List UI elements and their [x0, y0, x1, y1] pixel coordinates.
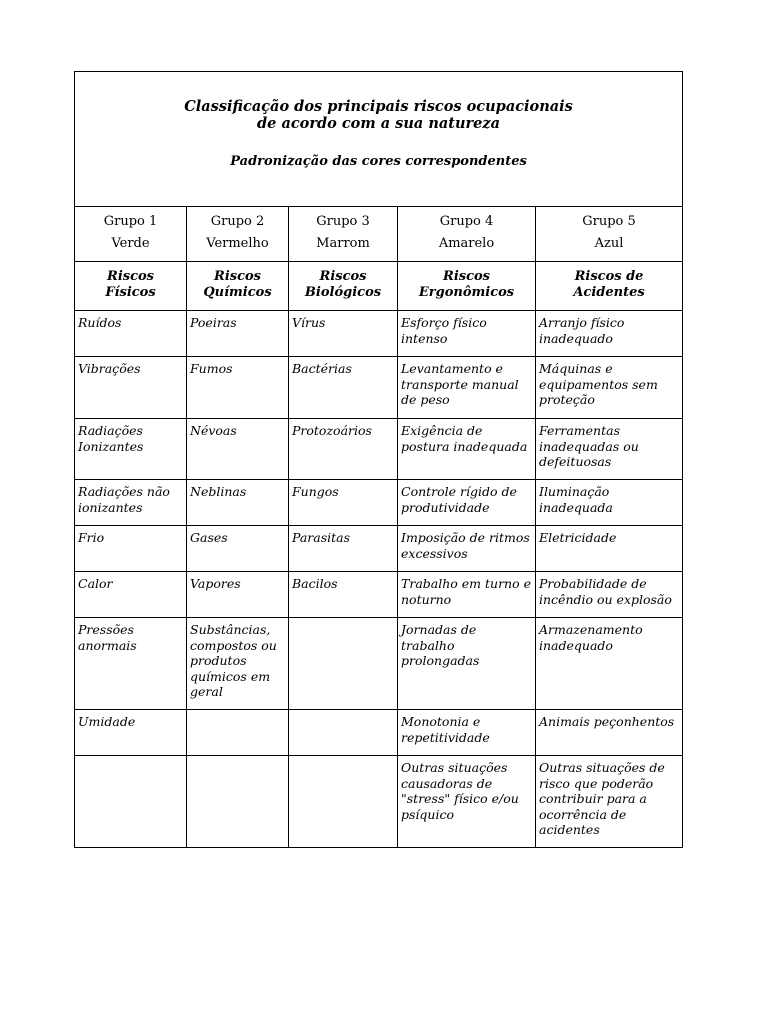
table-row [75, 572, 683, 618]
table-cell: Ruídos [75, 311, 187, 357]
document-title [75, 98, 682, 132]
table-cell: Bactérias [289, 357, 398, 419]
table-row [75, 480, 683, 526]
table-cell: Gases [187, 526, 289, 572]
table-cell: Outras situações de risco que poderão contribuir para a ocorrência de acidentes [536, 756, 683, 848]
table-cell [289, 756, 398, 848]
table-cell: Exigência de postura inadequada [398, 419, 536, 480]
group-cell-1 [75, 207, 187, 262]
table-cell: Monotonia e repetitividade [398, 710, 536, 756]
category-row [75, 262, 683, 311]
group-cell-5 [536, 207, 683, 262]
table-cell: Umidade [75, 710, 187, 756]
table-cell: Animais peçonhentos [536, 710, 683, 756]
group-color: Vermelho [206, 236, 269, 251]
table-row [75, 419, 683, 480]
table-cell: Iluminação inadequada [536, 480, 683, 526]
table-row [75, 311, 683, 357]
table-cell [75, 756, 187, 848]
table-row [75, 618, 683, 710]
table-row [75, 526, 683, 572]
table-cell: Névoas [187, 419, 289, 480]
table-cell: Calor [75, 572, 187, 618]
table-cell [187, 756, 289, 848]
table-cell: Pressões anormais [75, 618, 187, 710]
category-line: Riscos [214, 269, 261, 284]
category-line: Ergonômicos [418, 285, 515, 300]
table-cell: Probabilidade de incêndio ou explosão [536, 572, 683, 618]
table-cell [187, 710, 289, 756]
group-cell-4 [398, 207, 536, 262]
table-cell: Frio [75, 526, 187, 572]
table-cell: Bacilos [289, 572, 398, 618]
category-cell-1 [75, 262, 187, 311]
group-cell-2 [187, 207, 289, 262]
group-cell-3 [289, 207, 398, 262]
category-line: Riscos [443, 269, 490, 284]
category-line: Biológicos [304, 285, 382, 300]
category-cell-2 [187, 262, 289, 311]
table-cell: Radiações não ionizantes [75, 480, 187, 526]
group-color: Amarelo [438, 236, 495, 251]
table-cell: Vírus [289, 311, 398, 357]
table-cell: Substâncias, compostos ou produtos químicos em geral [187, 618, 289, 710]
title-line-2: de acordo com a sua natureza [257, 115, 500, 132]
table-row [75, 710, 683, 756]
group-color: Marrom [316, 236, 370, 251]
category-line: Riscos [319, 269, 367, 284]
table-cell: Radiações Ionizantes [75, 419, 187, 480]
title-line-1: Classificação dos principais riscos ocupacionais [184, 98, 573, 115]
table-cell: Neblinas [187, 480, 289, 526]
table-row [75, 357, 683, 419]
category-cell-3 [289, 262, 398, 311]
group-row [75, 207, 683, 262]
group-name: Grupo 1 [103, 214, 158, 229]
table-cell: Fumos [187, 357, 289, 419]
risk-classification-table [74, 71, 683, 848]
table-cell: Protozoários [289, 419, 398, 480]
table-cell: Imposição de ritmos excessivos [398, 526, 536, 572]
table-cell: Poeiras [187, 311, 289, 357]
group-name: Grupo 4 [439, 214, 494, 229]
group-name: Grupo 3 [316, 214, 370, 229]
table-cell: Armazenamento inadequado [536, 618, 683, 710]
table-cell: Levantamento e transporte manual de peso [398, 357, 536, 419]
table-cell: Vapores [187, 572, 289, 618]
group-name: Grupo 5 [582, 214, 636, 229]
table-cell: Máquinas e equipamentos sem proteção [536, 357, 683, 419]
table-cell [289, 710, 398, 756]
category-cell-5 [536, 262, 683, 311]
category-line: Físicos [105, 285, 156, 300]
table-cell: Parasitas [289, 526, 398, 572]
table-cell: Eletricidade [536, 526, 683, 572]
table-row [75, 756, 683, 848]
table-cell: Esforço físico intenso [398, 311, 536, 357]
document-subtitle: Padronização das cores correspondentes [230, 154, 527, 169]
title-cell [75, 72, 683, 207]
category-line: Riscos [107, 269, 154, 284]
table-cell: Arranjo físico inadequado [536, 311, 683, 357]
group-name: Grupo 2 [210, 214, 265, 229]
group-color: Verde [111, 236, 150, 251]
table-cell: Jornadas de trabalho prolongadas [398, 618, 536, 710]
table-cell: Fungos [289, 480, 398, 526]
category-line: Acidentes [573, 285, 645, 300]
category-line: Riscos de [574, 269, 644, 284]
table-cell: Trabalho em turno e noturno [398, 572, 536, 618]
table-cell: Controle rígido de produtividade [398, 480, 536, 526]
table-cell: Vibrações [75, 357, 187, 419]
category-cell-4 [398, 262, 536, 311]
table-cell: Outras situações causadoras de "stress" físico e/ou psíquico [398, 756, 536, 848]
table-cell [289, 618, 398, 710]
title-row [75, 72, 683, 207]
category-line: Químicos [203, 285, 272, 300]
group-color: Azul [594, 236, 624, 251]
table-cell: Ferramentas inadequadas ou defeituosas [536, 419, 683, 480]
